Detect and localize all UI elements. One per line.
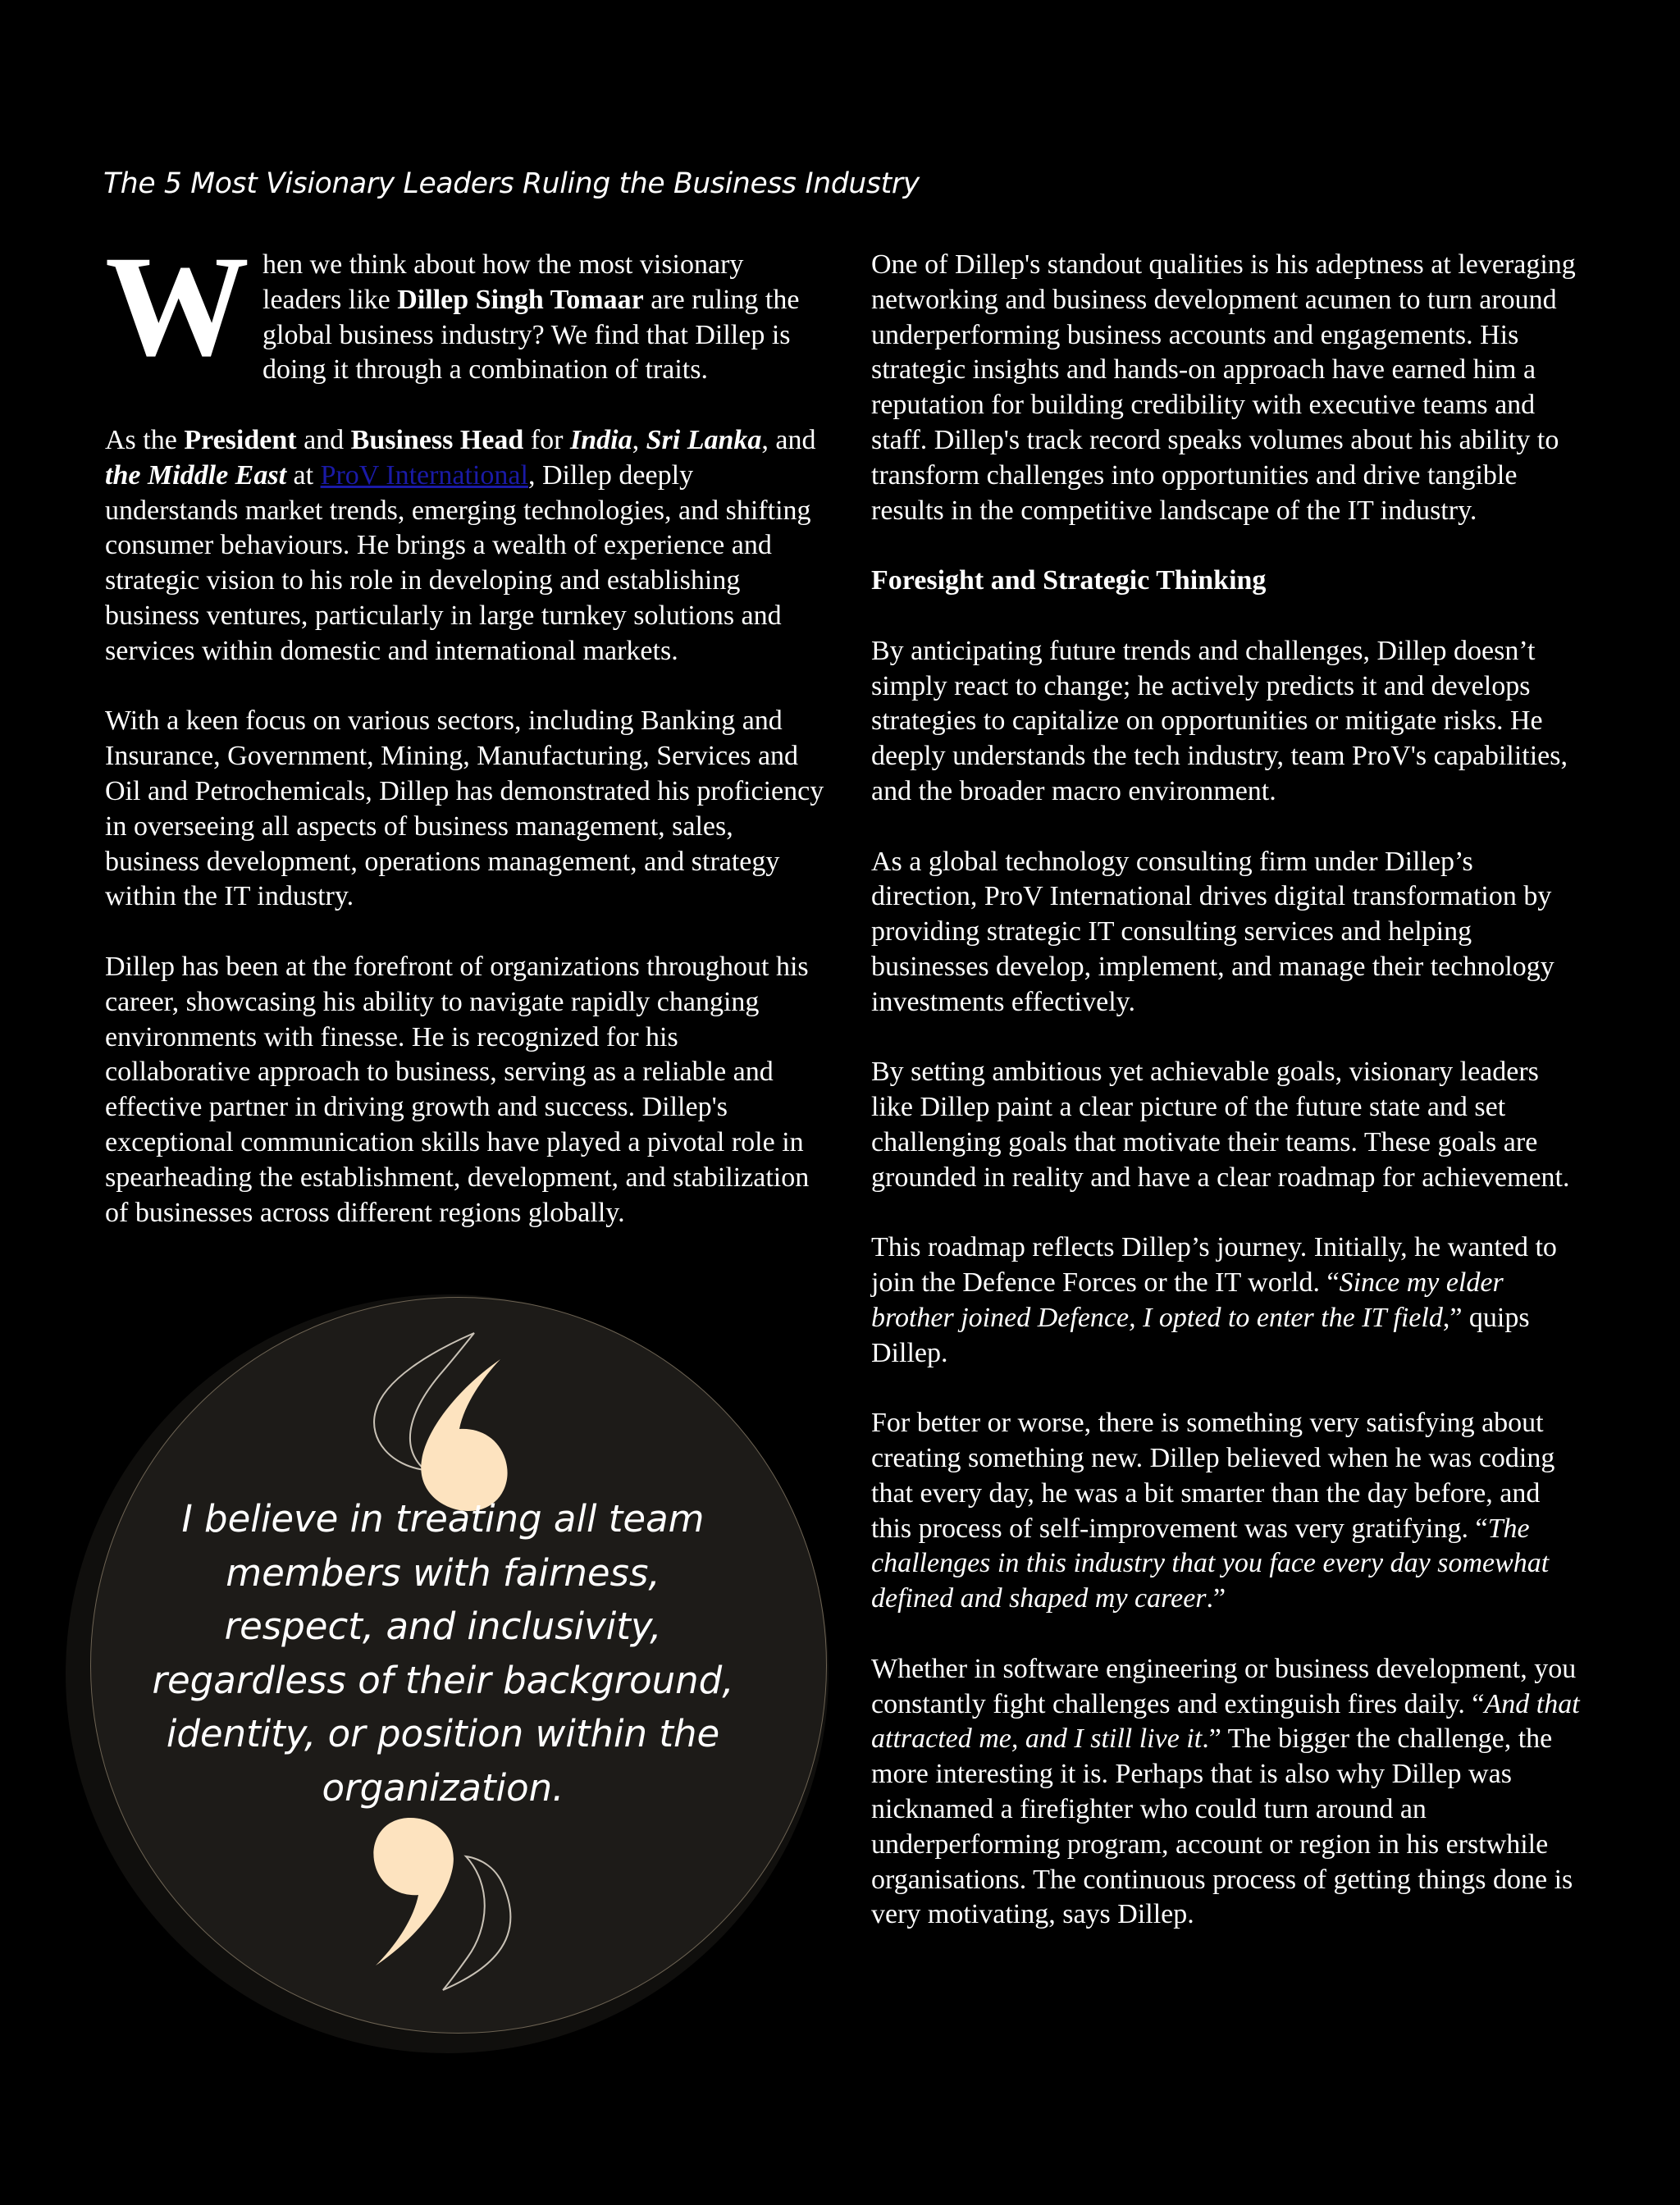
close-quote-icon — [373, 1818, 510, 1990]
role-text-2: and — [296, 424, 351, 455]
networking-paragraph: One of Dillep's standout qualities is his adeptness at leveraging networking and business development acumen to turn around underperforming business accounts and engagements. His strategic insights and hands-on approach have earned him a reputation for building credibility with executive teams and staff. Dillep's track record speaks volumes about his ability to transform challenges into opportunities and drive tangible results in the competitive landscape of the IT industry. — [871, 249, 1576, 526]
drop-cap: W — [105, 226, 249, 386]
roadmap-text-2: ,” quips Dillep. — [871, 1302, 1530, 1368]
intro-text-1: hen we think about how the most visionary leaders like — [262, 249, 744, 315]
creating-text-2: .” — [1206, 1583, 1226, 1614]
role-text-3: for — [523, 424, 571, 455]
creating-text-1: For better or worse, there is something very satisfying about creating something new. Dillep believed when he was coding that every day, he was a bit smarter than the day before, and this process of self-improvement was very gratifying. “ — [871, 1408, 1555, 1544]
firefighter-text-2: .” The bigger the challenge, the more interesting it is. Perhaps that is also why Dillep was nicknamed a firefighter who could turn around an underperforming program, account or region in his erstwhile organisations. The continuous process of getting things done is very motivating, says Dillep. — [871, 1723, 1573, 1930]
page-header: The 5 Most Visionary Leaders Ruling the Business Industry — [103, 167, 920, 200]
open-quote-icon — [374, 1333, 508, 1511]
role-text-4: , — [632, 424, 646, 455]
section-heading: Foresight and Strategic Thinking — [871, 565, 1267, 596]
roadmap-quote: Since my elder brother joined Defence, I opted to enter the IT field — [871, 1267, 1504, 1333]
roadmap-paragraph — [871, 1230, 1585, 1371]
firefighter-paragraph — [871, 1652, 1585, 1933]
goals-paragraph: By setting ambitious yet achievable goals, visionary leaders like Dillep paint a clear picture of the future state and set challenging goals that motivate their teams. These goals are grounded in reality and have a clear roadmap for achievement. — [871, 1057, 1570, 1193]
role-text-1: As the — [105, 424, 185, 455]
region-india: India — [570, 424, 632, 455]
role-business-head: Business Head — [350, 424, 524, 455]
right-column — [871, 248, 1585, 1968]
firefighter-quote: And that attracted me, and I still live it — [871, 1688, 1580, 1755]
sectors-paragraph: With a keen focus on various sectors, including Banking and Insurance, Government, Mining, Manufacturing, Services and Oil and Petrochemicals, Dillep has demonstrated his proficiency in overseeing all aspects of business management, sales, business development, operations management, and strategy within the IT industry. — [105, 705, 824, 912]
creating-paragraph — [871, 1406, 1585, 1617]
pull-quote-text: I believe in treating all team members with fairness, respect, and inclusivity, regardless of their background, identity, or position within the organization. — [152, 1497, 734, 1810]
intro-text-2: are ruling the global business industry? We find that Dillep is doing it through a combination of traits. — [262, 284, 800, 386]
foresight-paragraph: By anticipating future trends and challenges, Dillep doesn’t simply react to change; he actively predicts it and develops strategies to capitalize on opportunities or mitigate risks. He deeply understands the tech industry, team ProV's capabilities, and the broader macro environment. — [871, 635, 1568, 806]
consulting-paragraph: As a global technology consulting firm under Dillep’s direction, ProV International drives digital transformation by providing strategic IT consulting services and helping businesses develop, implement, and manage their technology investments effectively. — [871, 846, 1554, 1017]
roadmap-text-1: This roadmap reflects Dillep’s journey. Initially, he wanted to join the Defence Forces or the IT world. “ — [871, 1232, 1557, 1299]
career-paragraph: Dillep has been at the forefront of organizations throughout his career, showcasing his ability to navigate rapidly changing environments with finesse. He is recognized for his collaborative approach to business, serving as a reliable and effective partner in driving growth and success. Dillep's exceptional communication skills have played a pivotal role in spearheading the establishment, development, and stabilization of businesses across different regions globally. — [105, 951, 810, 1228]
role-text-6: at — [286, 459, 321, 491]
firefighter-text-1: Whether in software engineering or business development, you constantly fight challenges and extinguish fires daily. “ — [871, 1653, 1577, 1719]
role-text-7: , Dillep deeply understands market trends, emerging technologies, and shifting consumer behaviours. He brings a wealth of experience and strategic vision to his role in developing and establishing business ventures, particularly in large turnkey solutions and services within domestic and international markets. — [105, 459, 811, 666]
creating-quote: The challenges in this industry that you face every day somewhat defined and shaped my career — [871, 1513, 1550, 1614]
region-middle-east: the Middle East — [105, 459, 287, 491]
role-text-5: , and — [761, 424, 816, 455]
leader-name: Dillep Singh Tomaar — [397, 284, 644, 315]
region-sri-lanka: Sri Lanka — [646, 424, 762, 455]
role-president: President — [184, 424, 297, 455]
prov-international-link[interactable]: ProV International — [320, 459, 528, 491]
